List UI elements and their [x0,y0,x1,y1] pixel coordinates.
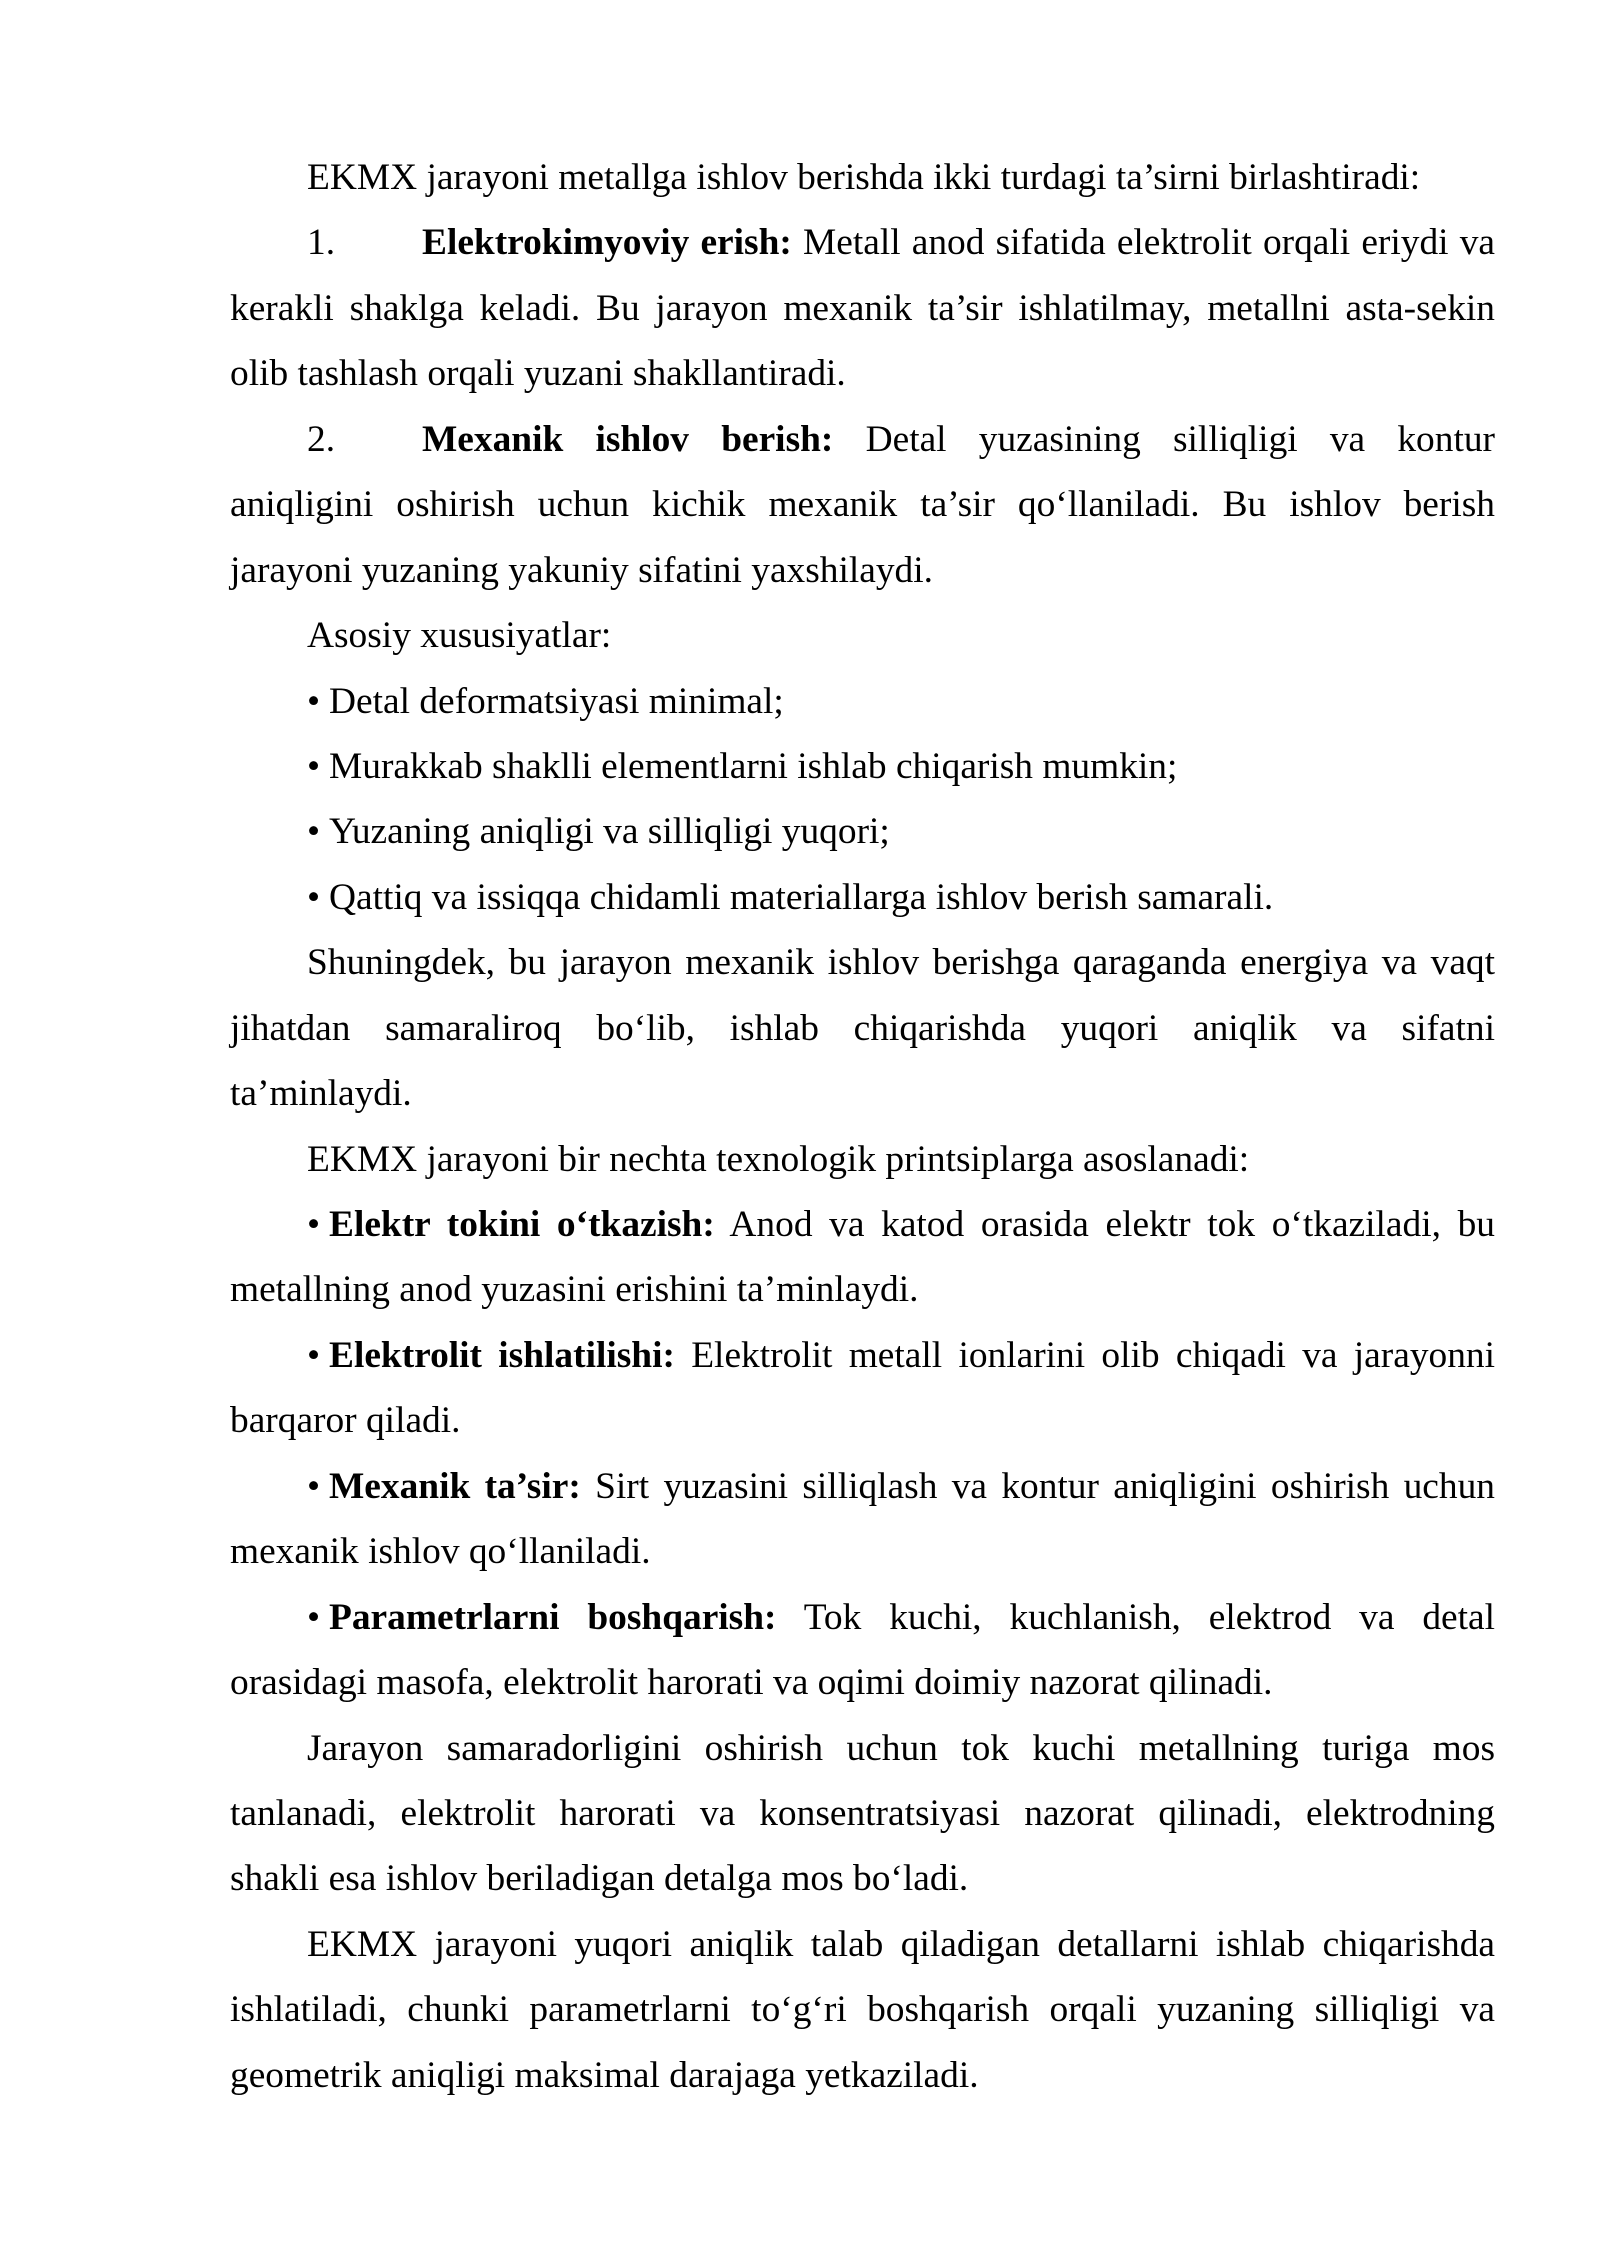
list-item [230,799,1495,864]
paragraph [230,603,1495,668]
item-lead: Elektrolit ishlatilishi: [329,1334,675,1376]
paragraph-line: ishlatiladi, chunki parametrlarni to‘g‘ri boshqarish orqali yuzaning silliqligi va [230,1989,1495,2031]
paragraph-line: jihatdan samaraliroq bo‘lib, ishlab chiqarishda yuqori aniqlik va sifatni [230,1007,1495,1049]
item-number: 2. [307,418,336,460]
numbered-item-line: aniqligini oshirish uchun kichik mexanik ta’sir qo‘llaniladi. Bu ishlov berish [230,484,1495,526]
paragraph-line: tanlanadi, elektrolit harorati va konsentratsiyasi nazorat qilinadi, elektrodning [230,1792,1495,1834]
bullet-list [230,1192,1495,1716]
paragraph-line: shakli esa ishlov beriladigan detalga mos bo‘ladi. [230,1858,969,1900]
list-item-line: barqaror qiladi. [230,1400,461,1442]
numbered-item [230,407,1495,603]
paragraph [230,1912,1495,2108]
list-item-line [230,1323,1495,1388]
list-item [230,865,1495,930]
bullet-list [230,669,1495,931]
item-number: 1. [307,222,336,264]
item-lead: Parametrlarni boshqarish: [329,1596,777,1638]
paragraph-line: EKMX jarayoni bir nechta texnologik printsiplarga asoslanadi: [307,1138,1250,1180]
list-item [230,1585,1495,1716]
numbered-item-line: olib tashlash orqali yuzani shakllantiradi. [230,353,846,395]
item-text: Sirt yuzasini silliqlash va kontur aniqligini oshirish uchun [595,1465,1495,1507]
bullet-icon: • [307,745,321,787]
numbered-item [230,210,1495,406]
list-item-line [230,1454,1495,1519]
paragraph-line: Shuningdek, bu jarayon mexanik ishlov berishga qaraganda energiya va vaqt [307,942,1495,984]
numbered-item-line [230,210,1495,275]
item-text: Anod va katod orasida elektr tok o‘tkaziladi, bu [729,1204,1495,1245]
item-text: Metall anod sifatida elektrolit orqali eriydi va [803,222,1495,264]
item-lead: Elektr tokini o‘tkazish: [329,1204,715,1245]
item-text: Detal yuzasining silliqligi va kontur [865,418,1495,460]
bullet-icon: • [307,1204,321,1245]
list-item-line: metallning anod yuzasini erishini ta’minlaydi. [230,1269,919,1311]
list-item [230,1192,1495,1323]
list-item-text: Detal deformatsiyasi minimal; [329,680,784,722]
list-item-line [230,1585,1495,1650]
list-item [230,1454,1495,1585]
paragraph-line: EKMX jarayoni metallga ishlov berishda ikki turdagi ta’sirni birlashtiradi: [307,157,1421,198]
paragraph-line: Asosiy xususiyatlar: [307,615,612,657]
item-lead: Mexanik ta’sir: [329,1465,581,1507]
bullet-icon: • [307,811,321,853]
bullet-icon: • [307,680,321,722]
bullet-icon: • [307,1465,321,1507]
list-item-text: Murakkab shaklli elementlarni ishlab chiqarish mumkin; [329,745,1178,787]
item-text: Elektrolit metall ionlarini olib chiqadi va jarayonni [691,1334,1495,1376]
paragraph [230,145,1495,210]
paragraph-line: EKMX jarayoni yuqori aniqlik talab qiladigan detallarni ishlab chiqarishda [307,1923,1495,1965]
item-lead: Mexanik ishlov berish: [422,418,834,460]
list-item [230,1323,1495,1454]
numbered-item-line: kerakli shaklga keladi. Bu jarayon mexanik ta’sir ishlatilmay, metallni asta-sekin [230,287,1495,329]
item-text: Tok kuchi, kuchlanish, elektrod va detal [803,1596,1495,1638]
paragraph [230,930,1495,1126]
paragraph [230,1716,1495,1912]
list-item-line: orasidagi masofa, elektrolit harorati va oqimi doimiy nazorat qilinadi. [230,1662,1273,1704]
list-item-text: Yuzaning aniqligi va silliqligi yuqori; [329,811,890,853]
bullet-icon: • [307,1334,321,1376]
list-item-text: Qattiq va issiqqa chidamli materiallarga ishlov berish samarali. [329,876,1274,918]
list-item-line: mexanik ishlov qo‘llaniladi. [230,1531,651,1573]
numbered-item-line: jarayoni yuzaning yakuniy sifatini yaxshilaydi. [230,549,933,591]
bullet-icon: • [307,1596,321,1638]
list-item [230,669,1495,734]
list-item-line [230,1192,1495,1257]
document-body [230,145,1495,2108]
item-lead: Elektrokimyoviy erish: [422,222,792,264]
paragraph-line: geometrik aniqligi maksimal darajaga yetkaziladi. [230,2054,979,2096]
paragraph [230,1127,1495,1192]
numbered-item-line [230,407,1495,472]
paragraph-line: ta’minlaydi. [230,1073,412,1115]
list-item [230,734,1495,799]
bullet-icon: • [307,876,321,918]
paragraph-line: Jarayon samaradorligini oshirish uchun tok kuchi metallning turiga mos [307,1727,1495,1769]
